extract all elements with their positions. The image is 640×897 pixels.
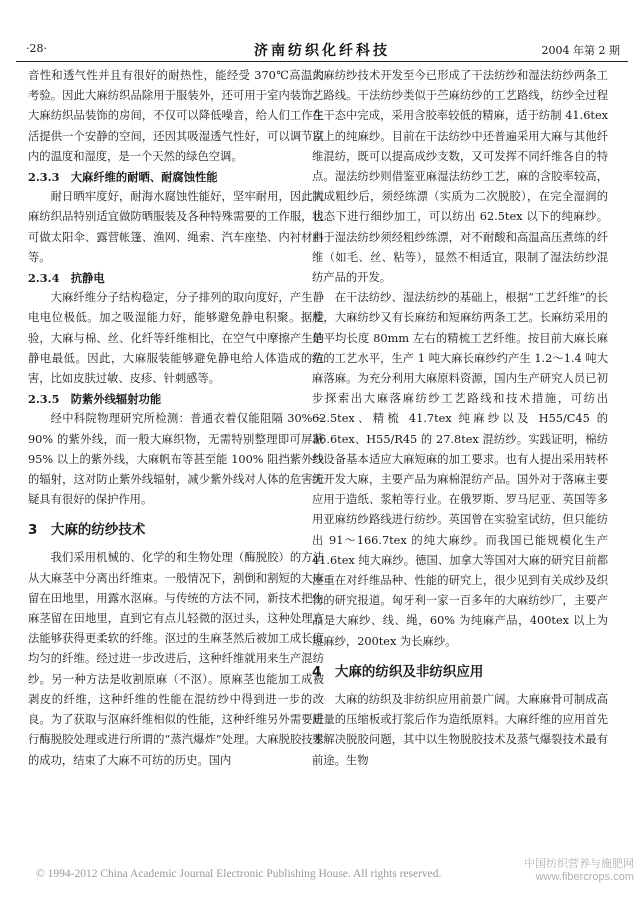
left-column xyxy=(28,66,324,856)
watermark-url: www.fibercrops.com xyxy=(535,871,634,883)
paragraph: 音性和透气性并且有很好的耐热性，能经受 370℃高温的考验。因此大麻纺织品除用于服装外，还可用于室内装饰。大麻纺织品装饰的房间，不仅可以降低噪音，给人们工作生活提供一个安静的空间，还因其吸湿透气性好，可以调节室内的温度和湿度，是一个天然的绿色空调。 xyxy=(28,69,324,163)
page-number: ·28· xyxy=(26,42,47,55)
copyright-notice: © 1994-2012 China Academic Journal Electronic Publishing House. All rights reserved. xyxy=(36,868,442,880)
paragraph: 经中科院物理研究所检测：普通衣着仅能阻隔 30%～90% 的紫外线，而一般大麻织物，无需特别整理即可屏蔽 95% 以上的紫外线，大麻帆布等甚至能 100% 阻挡紫外线的辐射，这对防止紫外线辐射，减少紫外线对人体的危害无疑具有很好的保护作用。 xyxy=(28,412,324,507)
running-header xyxy=(16,38,628,62)
site-watermark xyxy=(524,858,634,884)
subsection-heading: 2.3.4 抗静电 xyxy=(28,271,105,286)
paragraph: 大麻的纺织及非纺织应用前景广阔。大麻麻骨可制成高质量的压缩板或打浆后作为造纸原料。大麻纤维的应用首先要解决脱胶问题，其中以生物脱胶技术及蒸气爆裂技术最有前途。生物 xyxy=(312,692,608,767)
paragraph: 大麻纺纱技术开发至今已形成了干法纺纱和湿法纺纱两条工艺路线。干法纺纱类似于苎麻纺纱的工艺路线，纺纱全过程在干态中完成，采用含胶率较低的精麻，适于纺制 41.6tex 以上的纯麻纱。目前在干法纺纱中还普遍采用大麻与其他纤维混纺，既可以提高成纱支数，又可发挥不同纤维各自的特点。湿法纺纱则借鉴亚麻湿法纺纱工艺，麻的含胶率较高，制成粗纱后，须经练漂（实质为二次脱胶），在完全湿润的状态下进行细纱加工，可以纺出 62.5tex 以下的纯麻纱。由于湿法纺纱须经粗纱练漂，对不耐酸和高温高压煮练的纤维（如毛、丝、粘等），显然不相适宜，限制了湿法纺纱混纺产品的开发。 xyxy=(312,69,608,285)
issue-label: 2004 年第 2 期 xyxy=(541,44,620,57)
paragraph: 我们采用机械的、化学的和生物处理（酶脱胶）的方法从大麻茎中分离出纤维束。一般情况下，割倒和割短的大麻留在田地里，用露水沤麻。与传统的方法不同，新技术把生麻茎留在田地里，直到它有点儿轻微的沤过头，这种处理方法能够获得更柔软的纤维。沤过的生麻茎然后被加工成长度均匀的纤维。经过进一步改进后，这种纤维就用来生产混纺纱。另一种方法是收割原麻（不沤）。原麻茎也能加工成被剥皮的纤维，这种纤维的性能在混纺纱中得到进一步的改良。为了获取与沤麻纤维相似的性能，这种纤维另外需要进行酶脱胶处理或进行所谓的“蒸汽爆炸”处理。大麻脱胶技术的成功，结束了大麻不可纺的历史。国内 xyxy=(28,551,324,767)
paragraph: 在干法纺纱、湿法纺纱的基础上，根据“工艺纤维”的长度，大麻纺纱又有长麻纺和短麻纺两条工艺。长麻纺采用的是平均长度 80mm 左右的精梳工艺纤维。按目前大麻长麻纺的工艺水平，生产 1 吨大麻长麻纱约产生 1.2～1.4 吨大麻落麻。为充分利用大麻原料资源，国内生产研究人员已初步探索出大麻落麻纺纱工艺路线和技术措施，可纺出 62.5tex、精梳 41.7tex 纯麻纱以及 H55/C45 的 36.6tex、H55/R45 的 27.8tex 混纺纱。实践证明，棉纺纱设备基本适应大麻短麻的加工要求。也有人提出采用转杯纺开发大麻，主要产品为麻棉混纺产品。国外对于落麻主要应用于造纸、浆粕等行业。在俄罗斯、罗马尼亚、英国等多用亚麻纺纱路线进行纺纱。英国曾在实验室试纺，但只能纺出 91～166.7tex 的纯大麻纱。而我国已能规模化生产 41.6tex 纯大麻纱。德国、加拿大等国对大麻的研究目前都注重在对纤维品种、性能的研究上，很少见到有关成纱及织物的研究报道。匈牙利一家一百多年的大麻纺纱厂，主要产品是大麻纱、线、绳，60% 为纯麻产品，400tex 以上为短麻纱，200tex 为长麻纱。 xyxy=(312,291,608,648)
subsection-heading: 2.3.5 防紫外线辐射功能 xyxy=(28,392,162,407)
paragraph: 耐日晒牢度好，耐海水腐蚀性能好，坚牢耐用，因此大麻纺织品特别适宜做防晒服装及各种特殊需要的工作服，也可做太阳伞、露营帐篷、渔网、绳索、汽车座垫、内衬材料等。 xyxy=(28,190,324,264)
journal-title: 济南纺织化纤科技 xyxy=(254,43,390,59)
footer xyxy=(0,858,640,886)
paragraph: 大麻纤维分子结构稳定，分子排列的取向度好，产生静电电位极低。加之吸湿能力好，能够避免静电积聚。据检验，大麻与棉、丝、化纤等纤维相比，在空气中摩擦产生的静电最低。因此，大麻服装能够避免静电给人体造成的危害，比如皮肤过敏、皮疹、针刺感等。 xyxy=(28,291,324,386)
section-heading: 3 大麻的纺纱技术 xyxy=(28,522,146,539)
right-column xyxy=(312,66,608,856)
subsection-heading: 2.3.3 大麻纤维的耐晒、耐腐蚀性能 xyxy=(28,170,218,185)
section-heading: 4 大麻的纺织及非纺织应用 xyxy=(312,663,484,680)
watermark-title: 中国纺织营养与施肥网 xyxy=(524,858,634,870)
